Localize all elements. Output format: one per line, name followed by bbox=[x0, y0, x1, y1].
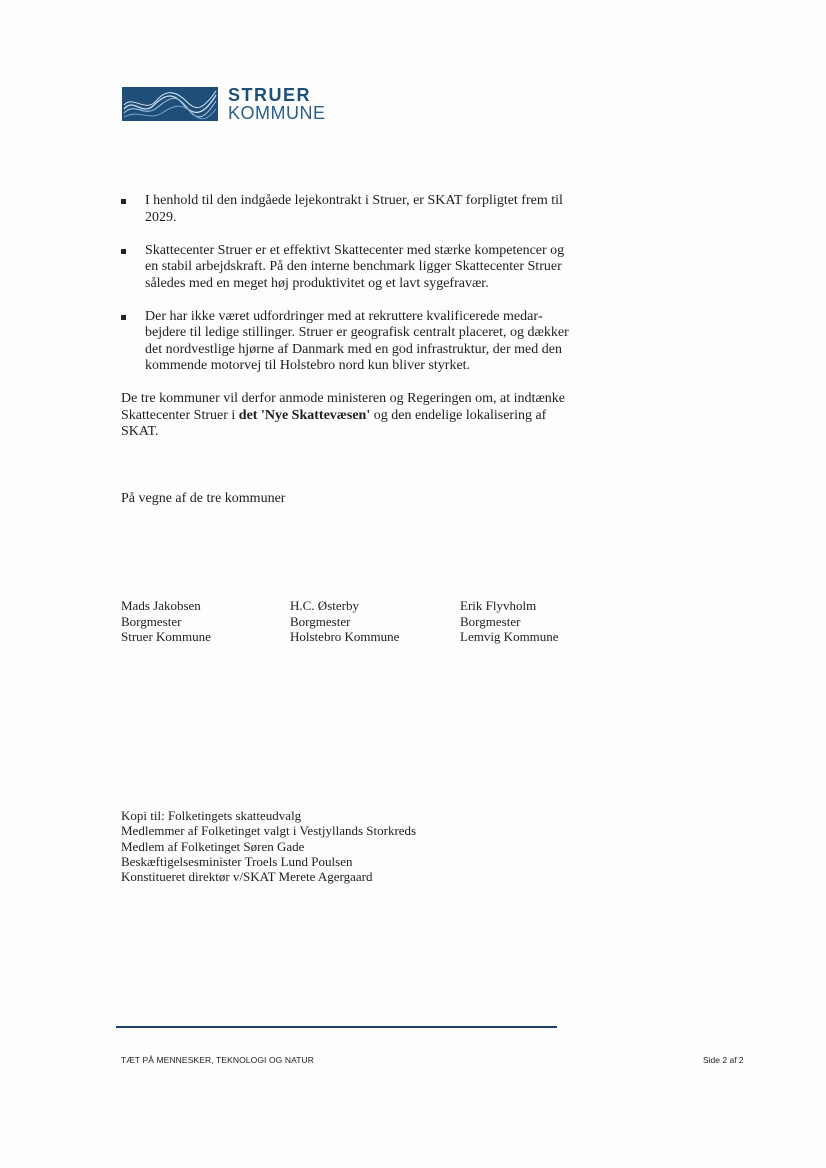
signatory bbox=[121, 598, 211, 645]
request-emphasis: det 'Nye Skattevæsen' bbox=[238, 407, 371, 423]
copy-recipient-line: Beskæftigelsesminister Troels Lund Poulsen bbox=[121, 853, 353, 869]
square-bullet-icon bbox=[121, 199, 126, 204]
signatory-title: Borgmester bbox=[460, 613, 521, 629]
logo-line-kommune: KOMMUNE bbox=[228, 103, 326, 123]
letter-body bbox=[121, 193, 571, 441]
signatory bbox=[460, 598, 559, 645]
wave-logo-icon bbox=[122, 87, 218, 121]
bullet-text: I henhold til den indgåede lejekontrakt i Struer, er SKAT forpligtet frem til 2029. bbox=[145, 193, 563, 225]
signatory-name: Mads Jakobsen bbox=[121, 598, 201, 613]
closing-line: På vegne af de tre kommuner bbox=[121, 491, 286, 506]
copy-recipient-line: Medlem af Folketinget Søren Gade bbox=[121, 838, 305, 854]
footer-tagline: TÆT PÅ MENNESKER, TEKNOLOGI OG NATUR bbox=[121, 1055, 314, 1065]
request-paragraph bbox=[121, 391, 571, 441]
signatory-name: H.C. Østerby bbox=[290, 598, 359, 613]
bullet-list bbox=[121, 193, 571, 375]
signatory-title: Borgmester bbox=[121, 613, 182, 629]
request-text-after: og den endelige lokalisering af SKAT. bbox=[121, 407, 547, 439]
logo-line-struer: STRUER bbox=[228, 85, 312, 105]
copy-recipient-line: Konstitueret direktør v/SKAT Merete Agergaard bbox=[121, 869, 373, 885]
struer-kommune-logo bbox=[122, 86, 326, 122]
square-bullet-icon bbox=[121, 315, 126, 320]
signatory bbox=[290, 598, 399, 645]
copy-recipients bbox=[121, 808, 416, 884]
bullet-item bbox=[121, 243, 571, 293]
signatory-name: Erik Flyvholm bbox=[460, 598, 537, 613]
logo-wordmark bbox=[228, 86, 326, 122]
bullet-item bbox=[121, 309, 571, 375]
copy-recipient-line: Kopi til: Folketingets skatteudvalg bbox=[121, 808, 302, 823]
page-number: Side 2 af 2 bbox=[703, 1055, 744, 1065]
bullet-text: Skattecenter Struer er et effektivt Skattecenter med stærke kompetencer og en stabil arbejdskraft. På den interne benchmark ligger Skattecenter Struer således med en meget høj produktivitet og et lavt sygefravær. bbox=[145, 242, 565, 291]
square-bullet-icon bbox=[121, 249, 126, 254]
signatory-org: Lemvig Kommune bbox=[460, 629, 559, 644]
footer-divider bbox=[116, 1026, 557, 1028]
bullet-text: Der har ikke været udfordringer med at rekruttere kvalificerede medarbejdere til ledige stillinger. Struer er geografisk centralt placeret, og dækker det nordvestlige hjørne af Danmark med en god infrastruktur, der med den kommende motorvej til Holstebro nord kun bliver styrket. bbox=[145, 308, 569, 373]
request-text-before: De tre kommuner vil derfor anmode ministeren og Regeringen om, at indtænke Skattecenter Struer i bbox=[121, 391, 565, 423]
signatory-org: Struer Kommune bbox=[121, 629, 211, 644]
copy-recipient-line: Medlemmer af Folketinget valgt i Vestjyllands Storkreds bbox=[121, 823, 417, 839]
signatory-title: Borgmester bbox=[290, 613, 351, 629]
bullet-item bbox=[121, 193, 571, 226]
signatory-org: Holstebro Kommune bbox=[290, 629, 400, 644]
